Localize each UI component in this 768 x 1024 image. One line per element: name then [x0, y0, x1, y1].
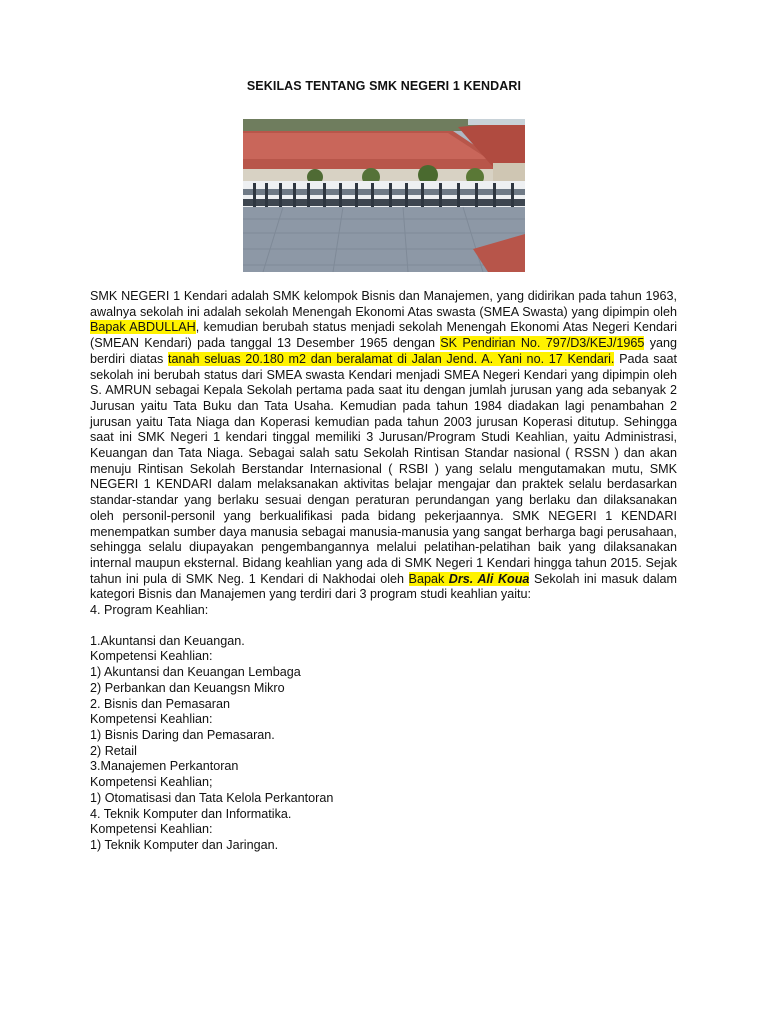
- school-photo: [243, 119, 525, 272]
- principal-name: Drs. Ali Koua: [448, 571, 530, 586]
- list-item: 1.Akuntansi dan Keuangan.: [90, 633, 245, 648]
- text-run: SMK NEGERI 1 Kendari adalah SMK kelompok Bisnis dan Manajemen, yang didirikan pada tahun 1963, awalnya sekolah ini adalah sekolah Menengah Ekonomi Atas swasta (SMEA Swasta) yang dipimpin oleh: [90, 289, 677, 319]
- list-item: Kompetensi Keahlian:: [90, 712, 213, 727]
- list-item: Kompetensi Keahlian;: [90, 775, 213, 790]
- list-item: 1) Bisnis Daring dan Pemasaran.: [90, 727, 275, 742]
- school-assembly-photo-icon: [243, 119, 525, 272]
- document-body: [90, 289, 677, 854]
- text-run: Pada saat sekolah ini berubah status dari SMEA swasta Kendari menjadi SMEA Negeri Kendari yang dipimpin oleh S. AMRUN sebagai Kepala Sekolah pertama pada saat itu dengan jumlah jurusan yang ada sebanyak 2 Jurusan yaitu Tata Buku dan Tata Usaha. Kemudian pada tahun 1984 diadakan lagi penambahan 2 jurusan yaitu Tata Niaga dan Koperasi kemudian pada tahun 2003 jurusan Koperasi ditutup. Sehingga saat ini SMK Negeri 1 kendari tinggal memiliki 3 Jurusan/Program Studi Keahlian, yaitu Administrasi, Keuangan dan Tata Niaga. Sebagai salah satu Sekolah Rintisan Standar nasional ( RSSN ) dan akan menuju Rintisan Sekolah Berstandar Internasional ( RSBI ) yang selalu mengutamakan mutu, SMK NEGERI 1 KENDARI dalam melaksanakan aktivitas belajar mengajar dan praktek selalu berdasarkan standar-standar yang berlaku sesuai dengan peraturan perundangan yang berlaku dan dilaksanakan oleh personil-personil yang berkualifikasi pada bidang pekerjaannya. SMK NEGERI 1 KENDARI menempatkan sumber daya manusia sebagai manusia-manusia yang sangat berharga bagi perusahaan, sehingga selalu diupayakan pengembangannya melalui pelatihan-pelatihan baik yang dilaksanakan internal maupun eksternal. Bidang keahlian yang ada di SMK Negeri 1 Kendari hingga tahun 2015. Sejak tahun ini pula di SMK Neg. 1 Kendari di Nakhodai oleh: [90, 351, 677, 586]
- list-item: 1) Teknik Komputer dan Jaringan.: [90, 837, 279, 852]
- highlight-address: tanah seluas 20.180 m2 dan beralamat di Jalan Jend. A. Yani no. 17 Kendari.: [168, 351, 615, 366]
- text-run: Bapak: [408, 571, 449, 586]
- list-item: 1) Otomatisasi dan Tata Kelola Perkantoran: [90, 790, 334, 805]
- list-item: 4. Teknik Komputer dan Informatika.: [90, 806, 292, 821]
- history-paragraph: [90, 289, 677, 603]
- list-item: 2) Perbankan dan Keuangsn Mikro: [90, 680, 285, 695]
- highlight-founder: Bapak ABDULLAH: [90, 320, 196, 335]
- text-run: Sekolah ini masuk dalam kategori Bisnis dan Manajemen yang terdiri dari 3 program studi keahlian yaitu:: [90, 571, 678, 602]
- document-title: SEKILAS TENTANG SMK NEGERI 1 KENDARI: [246, 79, 522, 93]
- program-list: [90, 634, 677, 854]
- highlight-sk-number: SK Pendirian No. 797/D3/KEJ/1965: [440, 336, 645, 351]
- list-item: Kompetensi Keahlian:: [90, 822, 213, 837]
- list-item: 3.Manajemen Perkantoran: [90, 759, 239, 774]
- list-item: 2. Bisnis dan Pemasaran: [90, 696, 231, 711]
- text-run: , kemudian berubah status menjadi sekolah Menengah Ekonomi Atas Negeri Kendari (SMEAN Kendari) pada tanggal 13 Desember 1965 dengan: [90, 320, 678, 351]
- text-run: yang berdiri diatas: [90, 336, 678, 366]
- highlight-principal: [409, 572, 530, 586]
- list-item: Kompetensi Keahlian:: [90, 649, 213, 664]
- program-heading: 4. Program Keahlian:: [90, 603, 209, 618]
- list-item: 2) Retail: [90, 743, 137, 758]
- list-item: 1) Akuntansi dan Keuangan Lembaga: [90, 665, 301, 680]
